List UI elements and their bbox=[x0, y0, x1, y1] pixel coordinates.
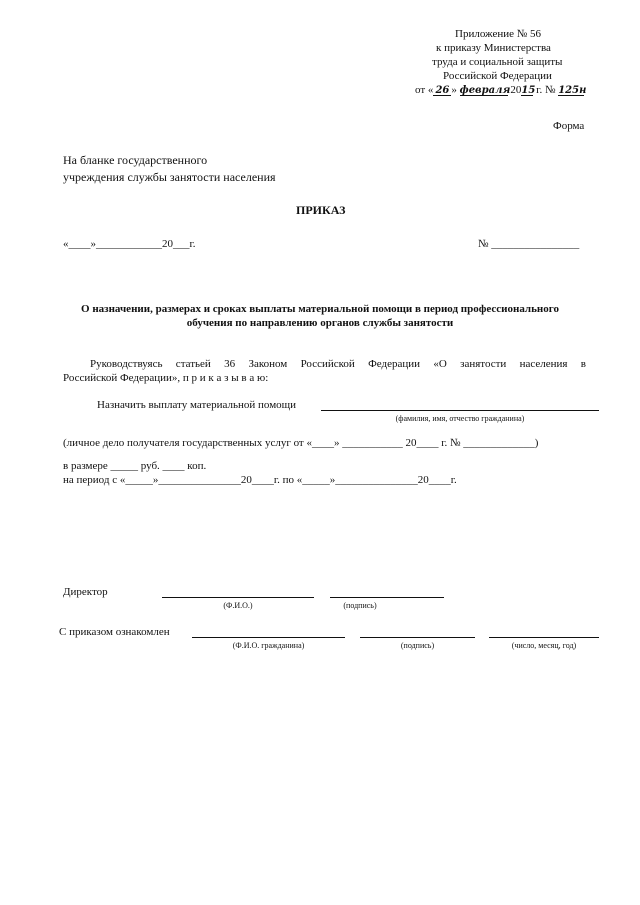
citizen-date-line[interactable] bbox=[489, 637, 599, 638]
approval-line-2: к приказу Министерства bbox=[436, 42, 551, 54]
order-date-line: «____»____________20___г. bbox=[63, 238, 196, 250]
para1-line-2: Российской Федерации», п р и к а з ы в а ю: bbox=[63, 372, 269, 384]
year-prefix: 20 bbox=[510, 84, 522, 96]
date-prefix: от « bbox=[415, 84, 434, 96]
citizen-sign-line[interactable] bbox=[360, 637, 475, 638]
citizen-date-caption: (число, месяц, год) bbox=[511, 641, 577, 650]
director-fio-line[interactable] bbox=[162, 597, 314, 598]
heading-line-1: О назначении, размерах и сроках выплаты материальной помощи в период профессионального bbox=[81, 303, 559, 315]
acquainted-label: С приказом ознакомлен bbox=[59, 626, 170, 638]
order-number-line: № ________________ bbox=[478, 238, 580, 250]
form-label: Форма bbox=[553, 120, 585, 132]
number-prefix: г. № bbox=[536, 84, 556, 96]
citizen-sign-caption: (подпись) bbox=[400, 641, 435, 650]
month-handwritten: февраля bbox=[459, 85, 511, 96]
amount-line: в размере _____ руб. ____ коп. bbox=[63, 460, 207, 472]
blank-note-line-1: На бланке государственного bbox=[63, 153, 208, 167]
approval-line-4: Российской Федерации bbox=[443, 70, 552, 82]
year-handwritten: 15 bbox=[521, 85, 536, 96]
assign-text: Назначить выплату материальной помощи bbox=[97, 399, 297, 411]
approval-line-1: Приложение № 56 bbox=[455, 28, 542, 40]
citizen-fio-caption: (Ф.И.О. гражданина) bbox=[232, 641, 305, 650]
number-handwritten: 125н bbox=[558, 85, 587, 96]
assign-caption: (фамилия, имя, отчество гражданина) bbox=[395, 414, 525, 423]
document-title: ПРИКАЗ bbox=[296, 203, 346, 217]
case-line: (личное дело получателя государственных услуг от «____» ___________ 20____ г. № _____________) bbox=[63, 437, 539, 449]
director-fio-caption: (Ф.И.О.) bbox=[223, 601, 253, 610]
day-handwritten: 26 bbox=[435, 85, 450, 96]
director-sign-line[interactable] bbox=[330, 597, 444, 598]
citizen-fio-line[interactable] bbox=[192, 637, 345, 638]
date-mid: » bbox=[451, 84, 457, 96]
approval-date-line bbox=[415, 84, 587, 96]
director-label: Директор bbox=[63, 586, 108, 598]
heading-line-2: обучения по направлению органов службы занятости bbox=[186, 317, 454, 329]
period-line: на период с «_____»_______________20____г. по «_____»_______________20____г. bbox=[63, 474, 457, 486]
blank-note-line-2: учреждения службы занятости населения bbox=[63, 170, 276, 184]
para1-line-1: Руководствуясь статьей 36 Законом Российской Федерации «О занятости населения в bbox=[90, 358, 586, 370]
director-sign-caption: (подпись) bbox=[343, 601, 377, 610]
assign-fio-line[interactable] bbox=[321, 410, 599, 411]
approval-line-3: труда и социальной защиты bbox=[432, 56, 563, 68]
